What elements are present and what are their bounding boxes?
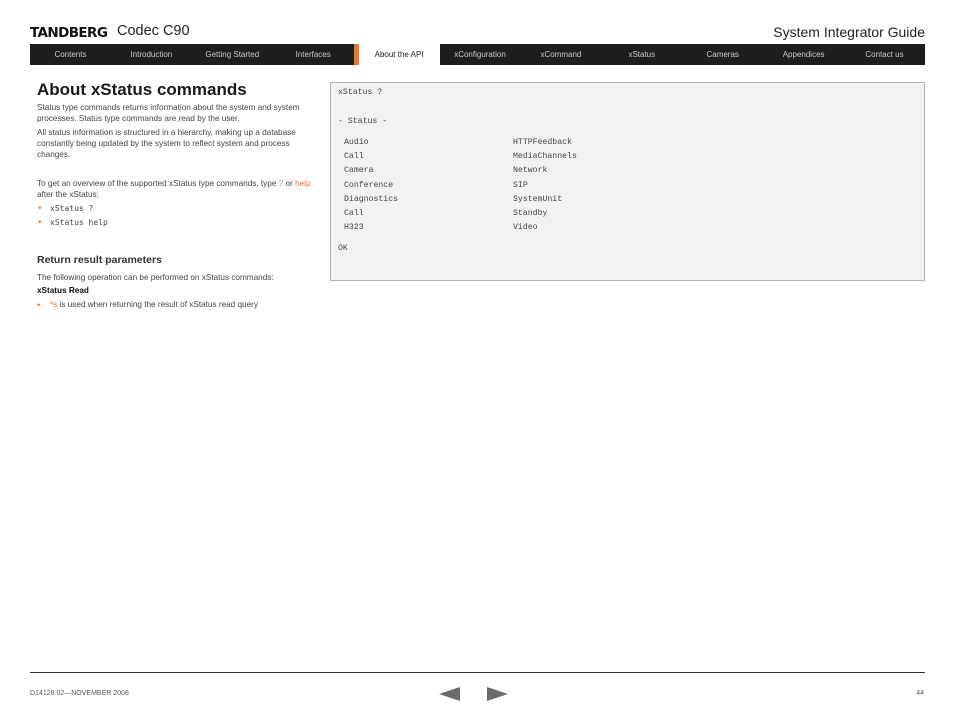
previous-page-arrow-icon[interactable]: [439, 687, 460, 701]
tab-contents[interactable]: Contents: [54, 50, 87, 59]
list-item: • xStatus ?: [37, 202, 317, 216]
tab-xstatus[interactable]: xStatus: [628, 50, 656, 59]
code-command: xStatus ?: [338, 88, 383, 97]
intro-paragraph: Status type commands returns information about the system and system processes. Status type commands are read by the user.: [37, 103, 300, 124]
page-number: 44: [916, 690, 924, 697]
list-item: [37, 298, 317, 312]
page-header: [30, 22, 925, 44]
code-result: OK: [338, 244, 348, 253]
overview-text: To get an overview of the supported xStatus type commands, type: [37, 179, 279, 188]
document-id: D14128.02—NOVEMBER 2008: [30, 690, 129, 697]
tab-about-the-api[interactable]: About the API: [354, 44, 440, 65]
tab-contact-us[interactable]: Contact us: [865, 50, 904, 59]
code-section-label: - Status -: [338, 117, 388, 126]
tab-cameras[interactable]: Cameras: [706, 50, 739, 59]
code-item: MediaChannels: [513, 152, 577, 162]
code-item: Call: [344, 152, 364, 162]
code-item: Audio: [344, 138, 369, 147]
read-description: is used when returning the result of xStatus read query: [57, 300, 258, 309]
guide-title: System Integrator Guide: [773, 24, 925, 40]
tab-getting-started[interactable]: Getting Started: [205, 50, 260, 59]
code-item: H323: [344, 223, 364, 233]
code-example-box: [330, 82, 925, 281]
overview-paragraph: [37, 178, 312, 200]
status-marker: *s: [50, 300, 58, 309]
hierarchy-paragraph: All status information is structured in a hierarchy, making up a database constantly being updated by the system to reflect system and process changes.: [37, 128, 296, 160]
code-item: Video: [513, 223, 538, 233]
tab-xcommand[interactable]: xCommand: [540, 50, 582, 59]
section-heading: Return result parameters: [37, 254, 162, 266]
code-item: Conference: [344, 180, 394, 190]
code-item: Network: [513, 166, 548, 176]
footer-divider: [30, 672, 925, 673]
top-navigation: [30, 44, 925, 65]
brand-logo: TANDBERG: [30, 25, 108, 41]
code-item: SystemUnit: [513, 194, 563, 204]
code-item: Call: [344, 208, 364, 218]
tab-interfaces[interactable]: Interfaces: [295, 50, 331, 59]
question-mark-keyword: ?: [278, 179, 284, 188]
code-item: HTTPFeedback: [513, 138, 572, 147]
overview-or: or: [283, 179, 296, 188]
next-page-arrow-icon[interactable]: [487, 687, 508, 701]
operations-paragraph: The following operation can be performed on xStatus commands:: [37, 273, 274, 282]
product-name: Codec C90: [117, 23, 190, 39]
code-item: Diagnostics: [344, 194, 399, 204]
command-list: [37, 202, 317, 230]
code-item: Camera: [344, 166, 374, 176]
page-title: About xStatus commands: [37, 80, 247, 99]
tab-introduction[interactable]: Introduction: [130, 50, 173, 59]
read-description-list: [37, 298, 317, 312]
help-keyword: help: [295, 179, 311, 188]
code-item: SIP: [513, 180, 528, 190]
code-item: Standby: [513, 208, 548, 218]
overview-after: after the xStatus:: [37, 190, 99, 200]
command-name: xStatus Read: [37, 286, 89, 295]
tab-appendices[interactable]: Appendices: [782, 50, 825, 59]
list-item: • xStatus help: [37, 216, 317, 230]
status-list-right: [513, 136, 577, 235]
tab-xconfiguration[interactable]: xConfiguration: [454, 50, 506, 59]
status-list-left: [344, 136, 398, 235]
